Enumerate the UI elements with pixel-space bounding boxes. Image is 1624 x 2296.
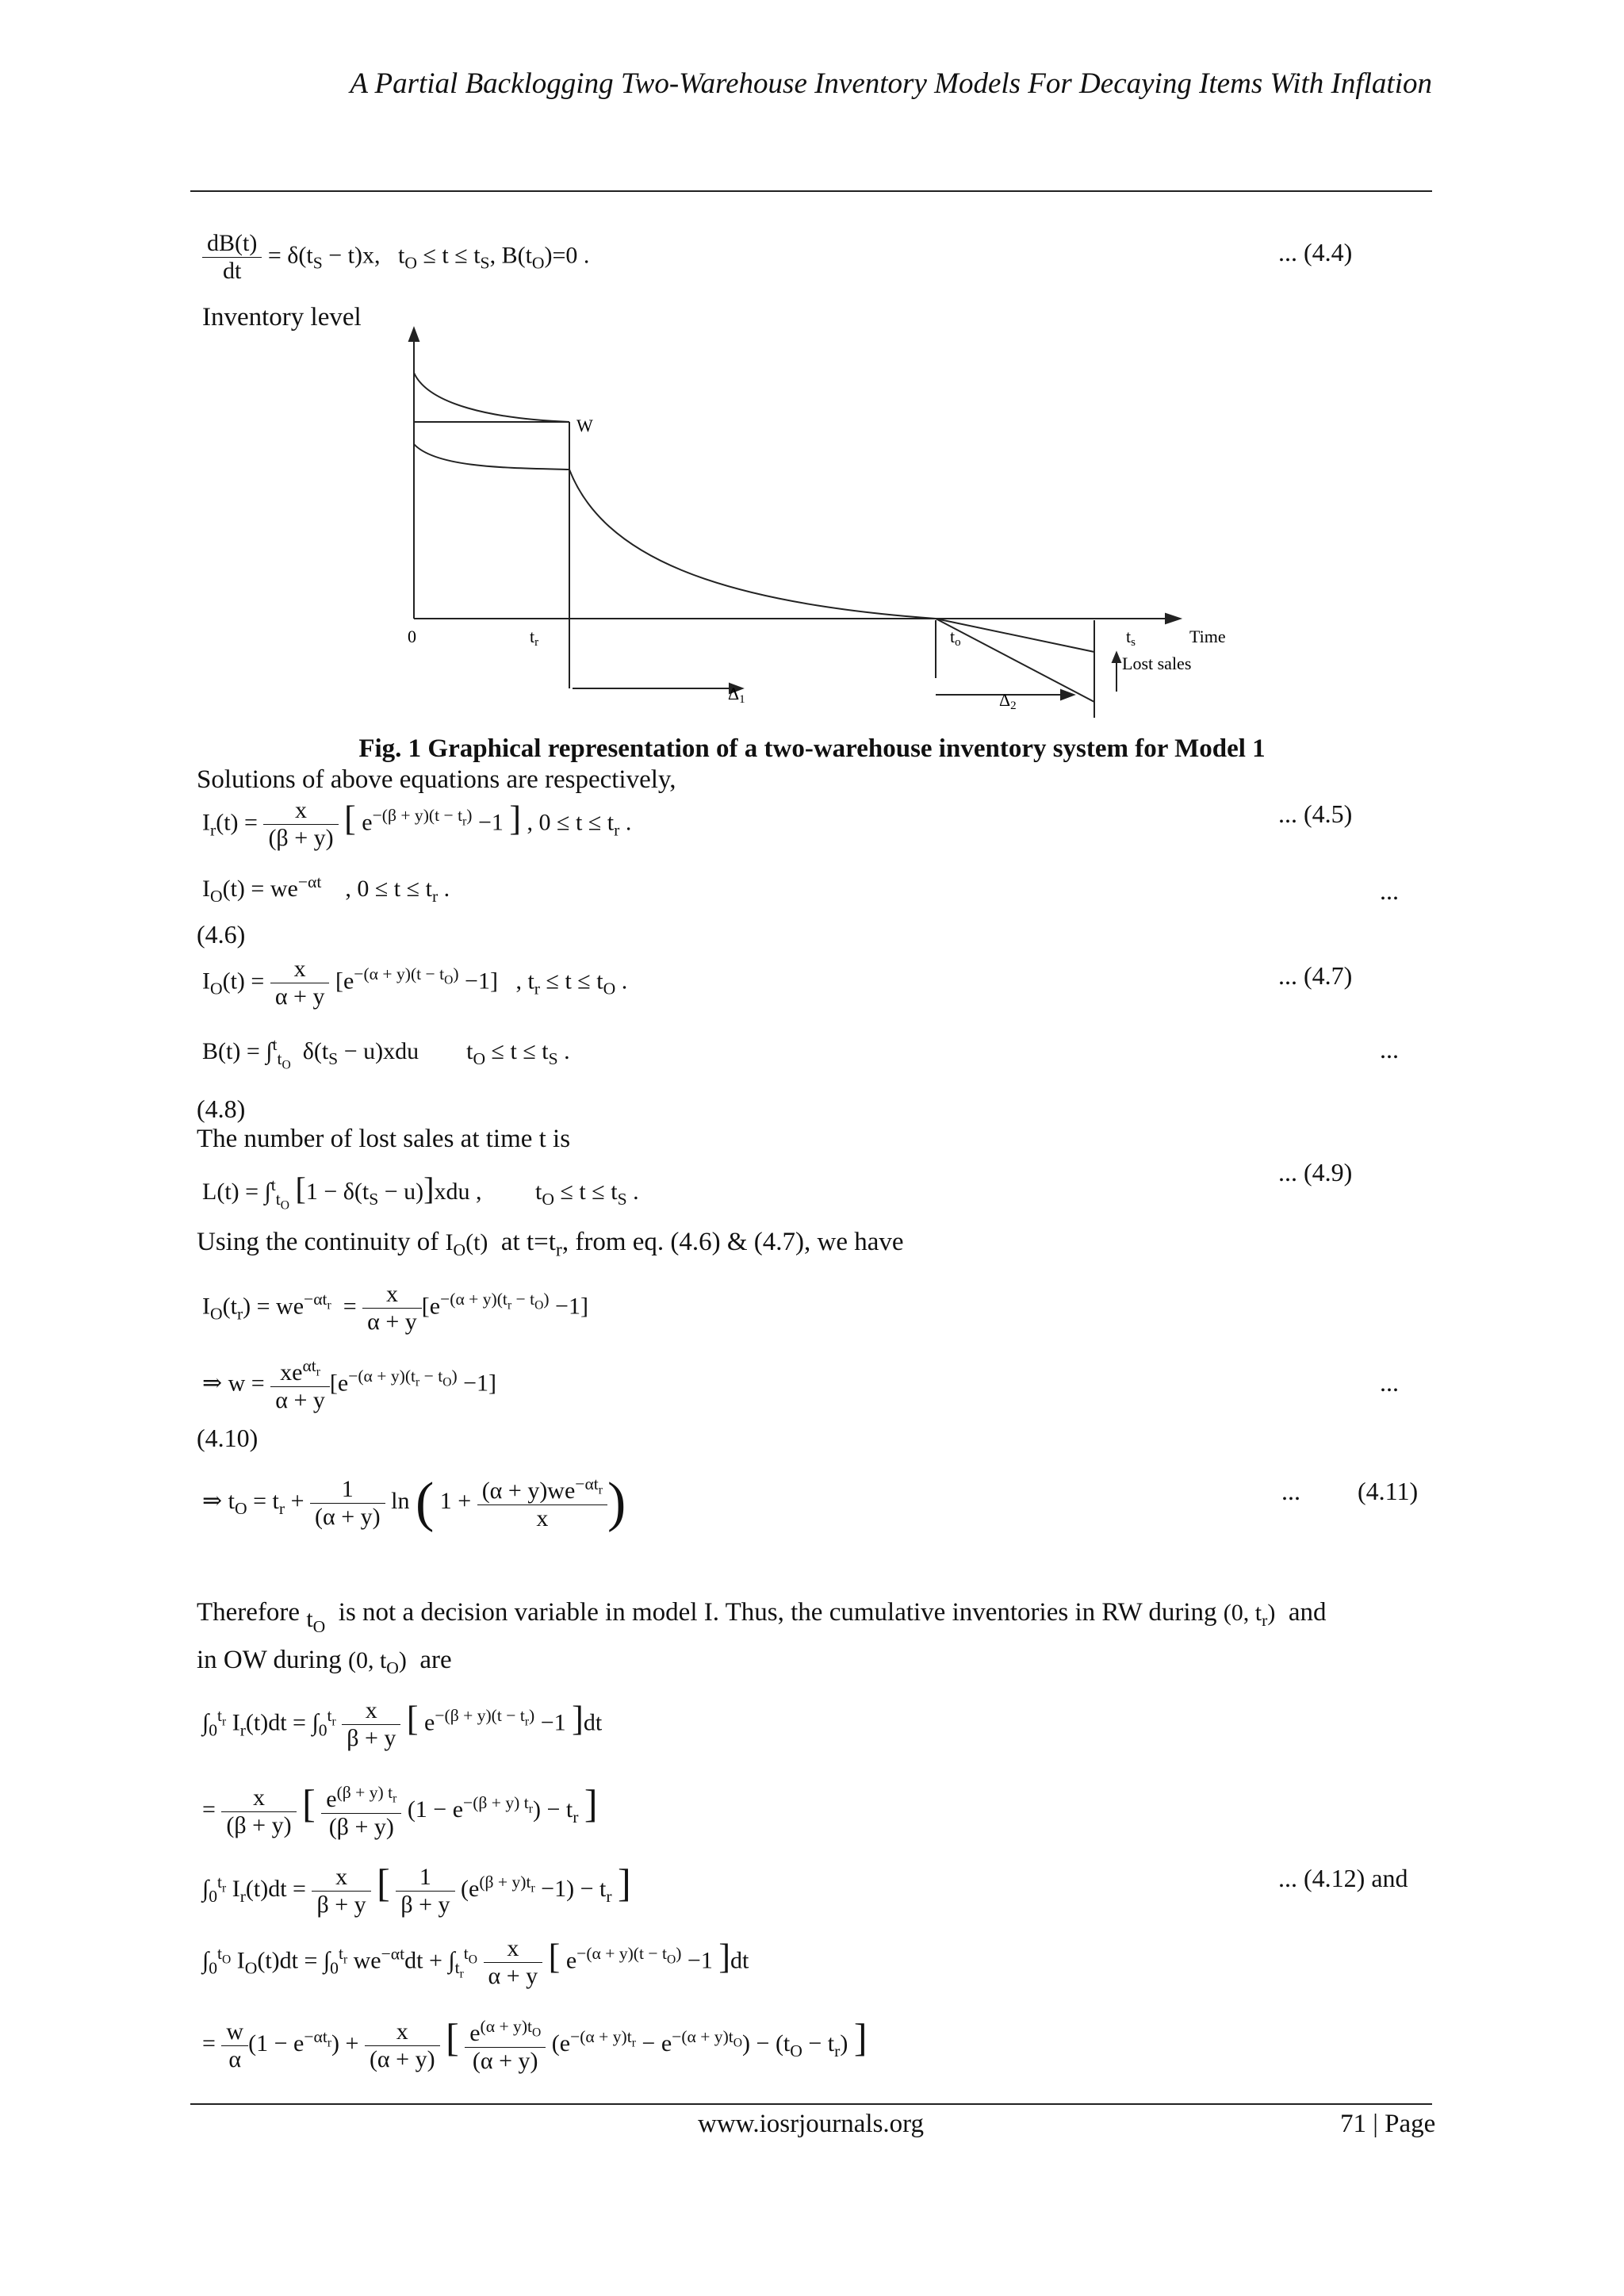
- integral-rw-2: = $\frac{x}{(\beta + y)}$ [ $\frac{e^{(\beta + y) t_r}}{(\beta + y)}$ $(1 - e^{-(\beta + y) t_r}) - t_r$ ]: [202, 1781, 598, 1840]
- running-header: A Partial Backlogging Two-Warehouse Inventory Models For Decaying Items With Inflation: [350, 67, 1432, 100]
- eq-number-4-6: (4.6): [197, 920, 246, 949]
- header-rule: [190, 190, 1432, 192]
- eq-dots-4-8: ...: [1380, 1035, 1399, 1064]
- continuity-text: Using the continuity of $I_O(t)$ at $t=t_r$, from eq. (4.6) & (4.7), we have: [197, 1228, 904, 1261]
- w-label: W: [576, 416, 593, 435]
- equation-4-4: $\frac{dB(t)}{dt}$ = $\delta(t_S - t)x$, $t_O \le t \le t_S$, $B(t_O)=0$ .: [202, 230, 589, 285]
- integral-ow-2: = $\frac{w}{\alpha}$ $(1 - e^{-\alpha t_r})$ + $\frac{x}{(\alpha + y)}$ [ $\frac{e^{(\alpha + y)t_O}}{(\alpha + y)}$ $(e^{-(\alpha + y)t_r} - e^{-(\alpha + y)t_O}) - (t_O - t_r)$ ]: [202, 2015, 868, 2074]
- lost-sales-label: Lost sales: [1122, 654, 1192, 673]
- eq-number-4-5: ... (4.5): [1278, 799, 1353, 828]
- eq-number-4-11: ... (4.11): [1281, 1477, 1419, 1505]
- footer-rule: [190, 2103, 1432, 2105]
- in-ow-text: in OW during (0, $t_O$) are: [197, 1646, 452, 1677]
- origin-label: 0: [408, 627, 416, 646]
- inventory-level-label: Inventory level: [202, 303, 362, 332]
- equation-4-5: $I_r(t)$ = $\frac{x}{(\beta + y)}$ [ $e^{-(\beta + y)(t - t_r)} -1$ ] , $0 \le t \le t_r$ .: [202, 797, 632, 851]
- lost-sales-text: The number of lost sales at time t is: [197, 1125, 571, 1153]
- delta2-label: Δ2: [999, 690, 1017, 712]
- integral-rw-1: $\int_0^{t_r}$ $I_r(t)dt = \int_0^{t_r}$ $\frac{x}{\beta + y}$ [ $e^{-(\beta + y)(t - t_r)} -1$ ]dt: [202, 1697, 603, 1751]
- equation-4-11: ⇒ $t_O = t_r$ + $\frac{1}{(\alpha + y)}$ ln ( 1 + $\frac{(\alpha + y)we^{-\alpha t_r}}{x}$ ): [202, 1472, 626, 1533]
- solutions-text: Solutions of above equations are respectively,: [197, 765, 676, 794]
- equation-4-9: L(t) = ∫$^t_{t_O}$ $[1 - \delta(t_S - u)]xdu$ , $t_O \le t \le t_S$ .: [202, 1171, 639, 1213]
- inventory-figure: [396, 325, 1269, 730]
- footer-url[interactable]: www.iosrjournals.org: [698, 2110, 925, 2138]
- eq-dots-4-10: ...: [1380, 1368, 1399, 1397]
- to-label: to: [950, 627, 961, 649]
- equation-4-7: $I_O(t)$ = $\frac{x}{\alpha + y}$ $[e^{-(\alpha + y)(t - t_O)} -1]$ , $t_r \le t \le t_O$ .: [202, 956, 628, 1010]
- figure-caption: Fig. 1 Graphical representation of a two-warehouse inventory system for Model 1: [358, 734, 1266, 763]
- therefore-text: Therefore $t_O$ is not a decision variable in model I. Thus, the cumulative inventories in RW during (0, $t_r$) and: [197, 1598, 1327, 1636]
- delta1-label: Δ1: [728, 684, 745, 706]
- equation-4-8: B(t) = ∫$^t_{t_O}$ $\delta(t_S - u)xdu$ $t_O \le t \le t_S$ .: [202, 1035, 570, 1072]
- eq-number-4-7: ... (4.7): [1278, 961, 1353, 990]
- eq-dots-4-6: ...: [1380, 876, 1399, 905]
- tr-label: tr: [530, 627, 539, 649]
- eq-number-4-8: (4.8): [197, 1094, 246, 1123]
- equation-4-6: $I_O(t) = we^{-\alpha t}$ , $0 \le t \le t_r$ .: [202, 872, 450, 906]
- integral-ow-1: $\int_0^{t_O}$ $I_O(t)dt = \int_0^{t_r}$ $we^{-\alpha t}dt + \int_{t_r}^{t_O}$ $\frac{x}{\alpha + y}$ [ $e^{-(\alpha + y)(t - t_O)} -1$ ]dt: [202, 1935, 749, 1989]
- eq-number-4-9: ... (4.9): [1278, 1158, 1353, 1186]
- equation-4-10: ⇒ w = $\frac{xe^{\alpha t_r}}{\alpha + y}$ $[e^{-(\alpha + y)(t_r - t_O)} -1]$: [202, 1356, 497, 1413]
- ts-label: ts: [1126, 627, 1136, 649]
- time-label: Time: [1189, 627, 1226, 646]
- footer-page-number: 71 | Page: [1340, 2110, 1436, 2138]
- eq-number-4-10: (4.10): [197, 1424, 259, 1452]
- equation-continuity: $I_O(t_r) = we^{-\alpha t_r}$ = $\frac{x}{\alpha + y}$ $[e^{-(\alpha + y)(t_r - t_O)} -1]$: [202, 1281, 588, 1335]
- integral-rw-3: $\int_0^{t_r}$ $I_r(t)dt$ = $\frac{x}{\beta + y}$ [ $\frac{1}{\beta + y}$ $(e^{(\beta + y)t_r} -1) - t_r$ ]: [202, 1861, 631, 1918]
- eq-number-4-12: ... (4.12) and: [1278, 1864, 1408, 1892]
- eq-number-4-4: ... (4.4): [1278, 238, 1353, 266]
